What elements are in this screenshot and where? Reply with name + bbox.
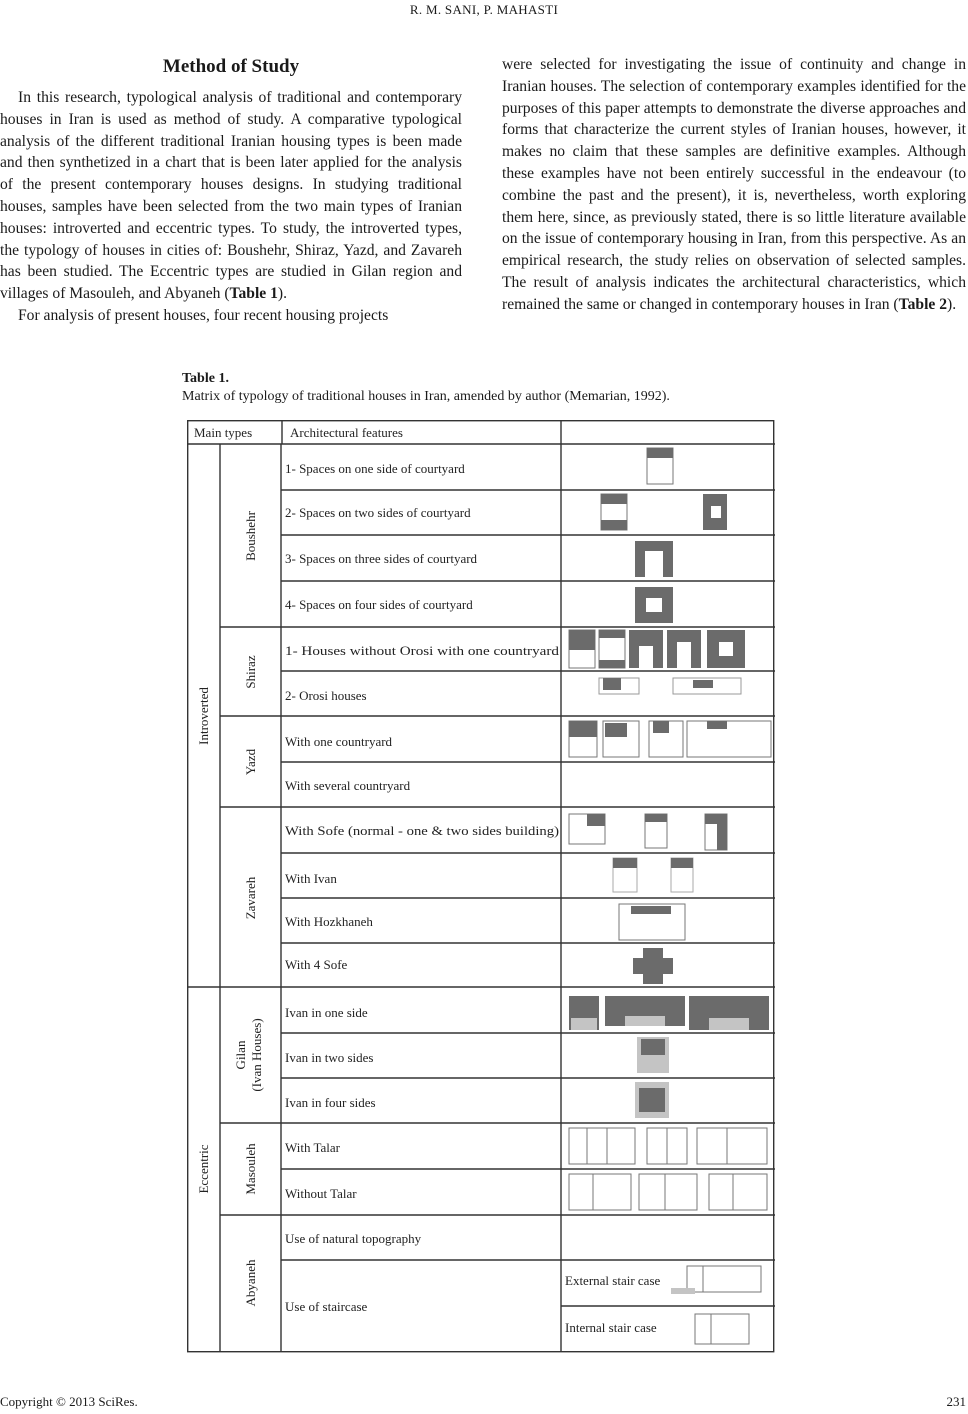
typology-table bbox=[187, 420, 775, 1353]
plan-diagrams bbox=[569, 448, 771, 1344]
feature-row: 1- Houses without Orosi with one countryard bbox=[285, 643, 560, 658]
header-main-types: Main types bbox=[194, 425, 253, 440]
internal-stair-label: Internal stair case bbox=[565, 1320, 657, 1335]
table-caption: Matrix of typology of traditional houses in Iran, amended by author (Memarian, 1992). bbox=[182, 389, 670, 404]
plan-diagram bbox=[695, 1314, 749, 1344]
feature-row: With Ivan bbox=[285, 871, 337, 886]
plan-diagram bbox=[635, 587, 673, 623]
feature-row: 2- Orosi houses bbox=[285, 688, 367, 703]
plan-diagram bbox=[671, 1266, 761, 1294]
feature-row: 3- Spaces on three sides of courtyard bbox=[285, 551, 478, 566]
feature-row: With 4 Sofe bbox=[285, 957, 348, 972]
feature-row: With Talar bbox=[285, 1140, 341, 1155]
group-eccentric: Eccentric bbox=[196, 1144, 211, 1194]
header-architectural-features: Architectural features bbox=[290, 425, 403, 440]
feature-row: 4- Spaces on four sides of courtyard bbox=[285, 597, 473, 612]
city-gilan: Gilan bbox=[233, 1040, 248, 1070]
table-2-reference: Table 2 bbox=[898, 295, 948, 313]
city-yazd: Yazd bbox=[243, 748, 258, 776]
city-abyaneh: Abyaneh bbox=[243, 1259, 258, 1307]
left-paragraph-1-text: In this research, typological analysis of traditional and contemporary houses in Iran is used as method of study. A comparative typological analysis of the different traditional Iranian housing types is been made and then synthetized in a chart that is been later applied for the analysis of the present contemporary houses designs. In studying traditional houses, samples have been selected from the two main types of Iranian houses: introverted and eccentric types. To study, the introverted types, the typology of houses in cities of: Boushehr, Shiraz, Yazd, and Zavareh has been studied. The Eccentric types are studied in Gilan region and villages of Masouleh, and Abyaneh ( bbox=[0, 89, 462, 303]
plan-diagram bbox=[647, 448, 673, 484]
plan-diagram bbox=[569, 814, 727, 850]
page-number: 231 bbox=[946, 1394, 966, 1409]
city-shiraz: Shiraz bbox=[243, 655, 258, 689]
footer-copyright: Copyright © 2013 SciRes. bbox=[0, 1394, 138, 1409]
feature-row: Ivan in one side bbox=[285, 1005, 368, 1020]
left-paragraph-2: For analysis of present houses, four recent housing projects bbox=[18, 306, 389, 324]
city-masouleh: Masouleh bbox=[243, 1143, 258, 1195]
left-paragraph-1-end: ). bbox=[277, 285, 288, 303]
feature-row: Ivan in four sides bbox=[285, 1095, 376, 1110]
feature-row: Without Talar bbox=[285, 1186, 357, 1201]
city-zavareh: Zavareh bbox=[243, 876, 258, 920]
table-label: Table 1. bbox=[182, 371, 229, 386]
plan-diagram bbox=[613, 858, 693, 892]
section-title: Method of Study bbox=[162, 56, 300, 77]
feature-row: 2- Spaces on two sides of courtyard bbox=[285, 505, 471, 520]
plan-diagram bbox=[569, 1174, 767, 1210]
plan-diagram bbox=[633, 948, 673, 984]
feature-row: With Hozkhaneh bbox=[285, 914, 373, 929]
left-column bbox=[0, 55, 462, 327]
city-boushehr: Boushehr bbox=[243, 511, 258, 561]
feature-row: 1- Spaces on one side of courtyard bbox=[285, 461, 465, 476]
table-caption-block bbox=[182, 370, 670, 406]
right-paragraph-text: were selected for investigating the issue of continuity and change in Iranian houses. The selection of contemporary examples identified for the purposes of this paper attempts to demonstrate the diverse approaches and forms that characterize the current styles of Iranian houses, however, it makes no claim that these samples are definitive examples. Although these examples have not been entirely successful in the endeavour (to combine the past and the present), it is, nevertheless, worth exploring them here, since, as previously stated, there is so little literature available on the issue of contemporary housing in Iran, from this perspective. As an empirical research, the study relies on observation of selected samples. The result of analysis indicates the architectural characteristics, which remained the same or changed in contemporary houses in Iran ( bbox=[502, 56, 966, 313]
left-paragraph-1 bbox=[0, 87, 462, 305]
plan-diagram bbox=[637, 1037, 669, 1073]
plan-diagram bbox=[569, 721, 771, 757]
right-column bbox=[502, 54, 966, 316]
plan-diagram bbox=[599, 678, 741, 694]
feature-row: Use of staircase bbox=[285, 1299, 368, 1314]
feature-row: Use of natural topography bbox=[285, 1231, 422, 1246]
plan-diagram bbox=[601, 494, 727, 530]
feature-row: With several countryard bbox=[285, 778, 411, 793]
right-paragraph-end: ). bbox=[947, 295, 957, 313]
feature-row: Ivan in two sides bbox=[285, 1050, 374, 1065]
plan-diagram bbox=[569, 630, 745, 668]
plan-diagram bbox=[569, 996, 769, 1030]
feature-row: With one countryard bbox=[285, 734, 393, 749]
running-head: R. M. SANI, P. MAHASTI bbox=[409, 2, 559, 17]
city-gilan-sub: (Ivan Houses) bbox=[249, 1018, 264, 1092]
plan-diagram bbox=[635, 1082, 669, 1118]
plan-diagram bbox=[619, 904, 685, 940]
table-1-reference: Table 1 bbox=[229, 285, 278, 303]
feature-row: With Sofe (normal - one & two sides building) bbox=[285, 823, 559, 838]
typology-table-svg bbox=[187, 420, 775, 1353]
group-introverted: Introverted bbox=[196, 687, 211, 745]
plan-diagram bbox=[569, 1128, 767, 1164]
plan-diagram bbox=[635, 541, 673, 577]
right-paragraph bbox=[502, 54, 966, 316]
external-stair-label: External stair case bbox=[565, 1273, 661, 1288]
